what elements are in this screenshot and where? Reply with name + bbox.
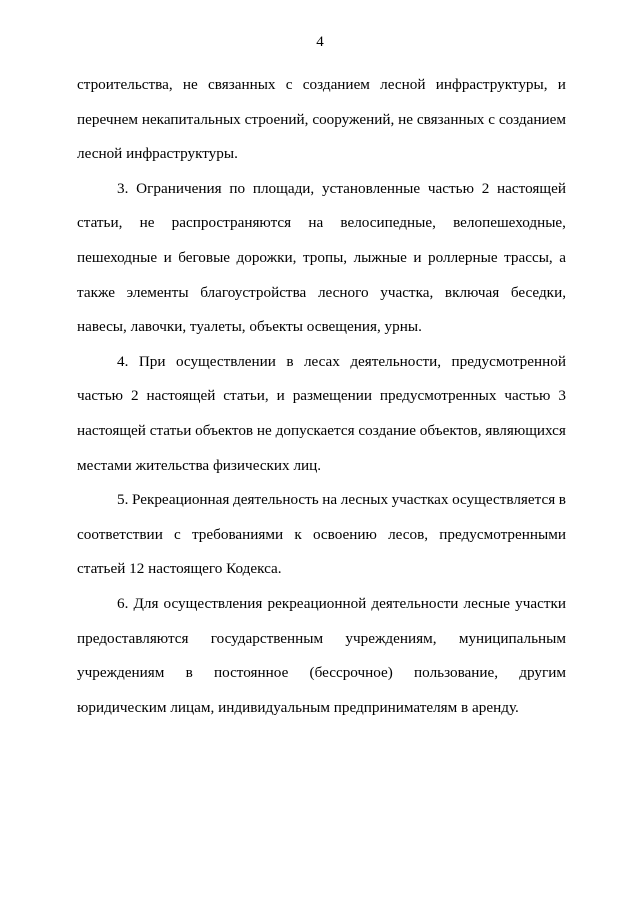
text-line: статьи, не распространяются на велосипедные, велопешеходные, bbox=[77, 214, 566, 232]
text-line: статьей 12 настоящего Кодекса. bbox=[77, 560, 282, 578]
text-line: предоставляются государственным учреждениям, муниципальным bbox=[77, 629, 566, 647]
paragraph-6 bbox=[77, 587, 566, 725]
text-line: 6. Для осуществления рекреационной деятельности лесные участки bbox=[117, 594, 566, 612]
text-line: настоящей статьи объектов не допускается создание объектов, являющихся bbox=[77, 421, 566, 439]
paragraph-3 bbox=[77, 172, 566, 345]
text-line: лесной инфраструктуры. bbox=[77, 145, 238, 163]
text-line: 5. Рекреационная деятельность на лесных участках осуществляется в bbox=[117, 491, 566, 509]
text-line: также элементы благоустройства лесного участка, включая беседки, bbox=[77, 283, 566, 301]
paragraph-continuation bbox=[77, 68, 566, 172]
text-line: соответствии с требованиями к освоению лесов, предусмотренными bbox=[77, 525, 566, 543]
text-line: 4. При осуществлении в лесах деятельности, предусмотренной bbox=[117, 352, 566, 370]
paragraph-5 bbox=[77, 483, 566, 587]
page-number: 4 bbox=[316, 34, 324, 50]
text-line: учреждениям в постоянное (бессрочное) пользование, другим bbox=[77, 664, 566, 682]
text-line: навесы, лавочки, туалеты, объекты освещения, урны. bbox=[77, 318, 422, 336]
text-line: частью 2 настоящей статьи, и размещении предусмотренных частью 3 bbox=[77, 387, 566, 405]
text-line: строительства, не связанных с созданием лесной инфраструктуры, и bbox=[77, 76, 566, 93]
text-line: местами жительства физических лиц. bbox=[77, 456, 322, 474]
paragraph-4 bbox=[77, 345, 566, 483]
text-line: перечнем некапитальных строений, сооружений, не связанных с созданием bbox=[77, 110, 566, 128]
text-line: юридическим лицам, индивидуальным предпринимателям в аренду. bbox=[77, 698, 519, 716]
document-body bbox=[77, 68, 566, 725]
text-line: 3. Ограничения по площади, установленные частью 2 настоящей bbox=[117, 179, 566, 197]
text-line: пешеходные и беговые дорожки, тропы, лыжные и роллерные трассы, а bbox=[77, 248, 566, 266]
